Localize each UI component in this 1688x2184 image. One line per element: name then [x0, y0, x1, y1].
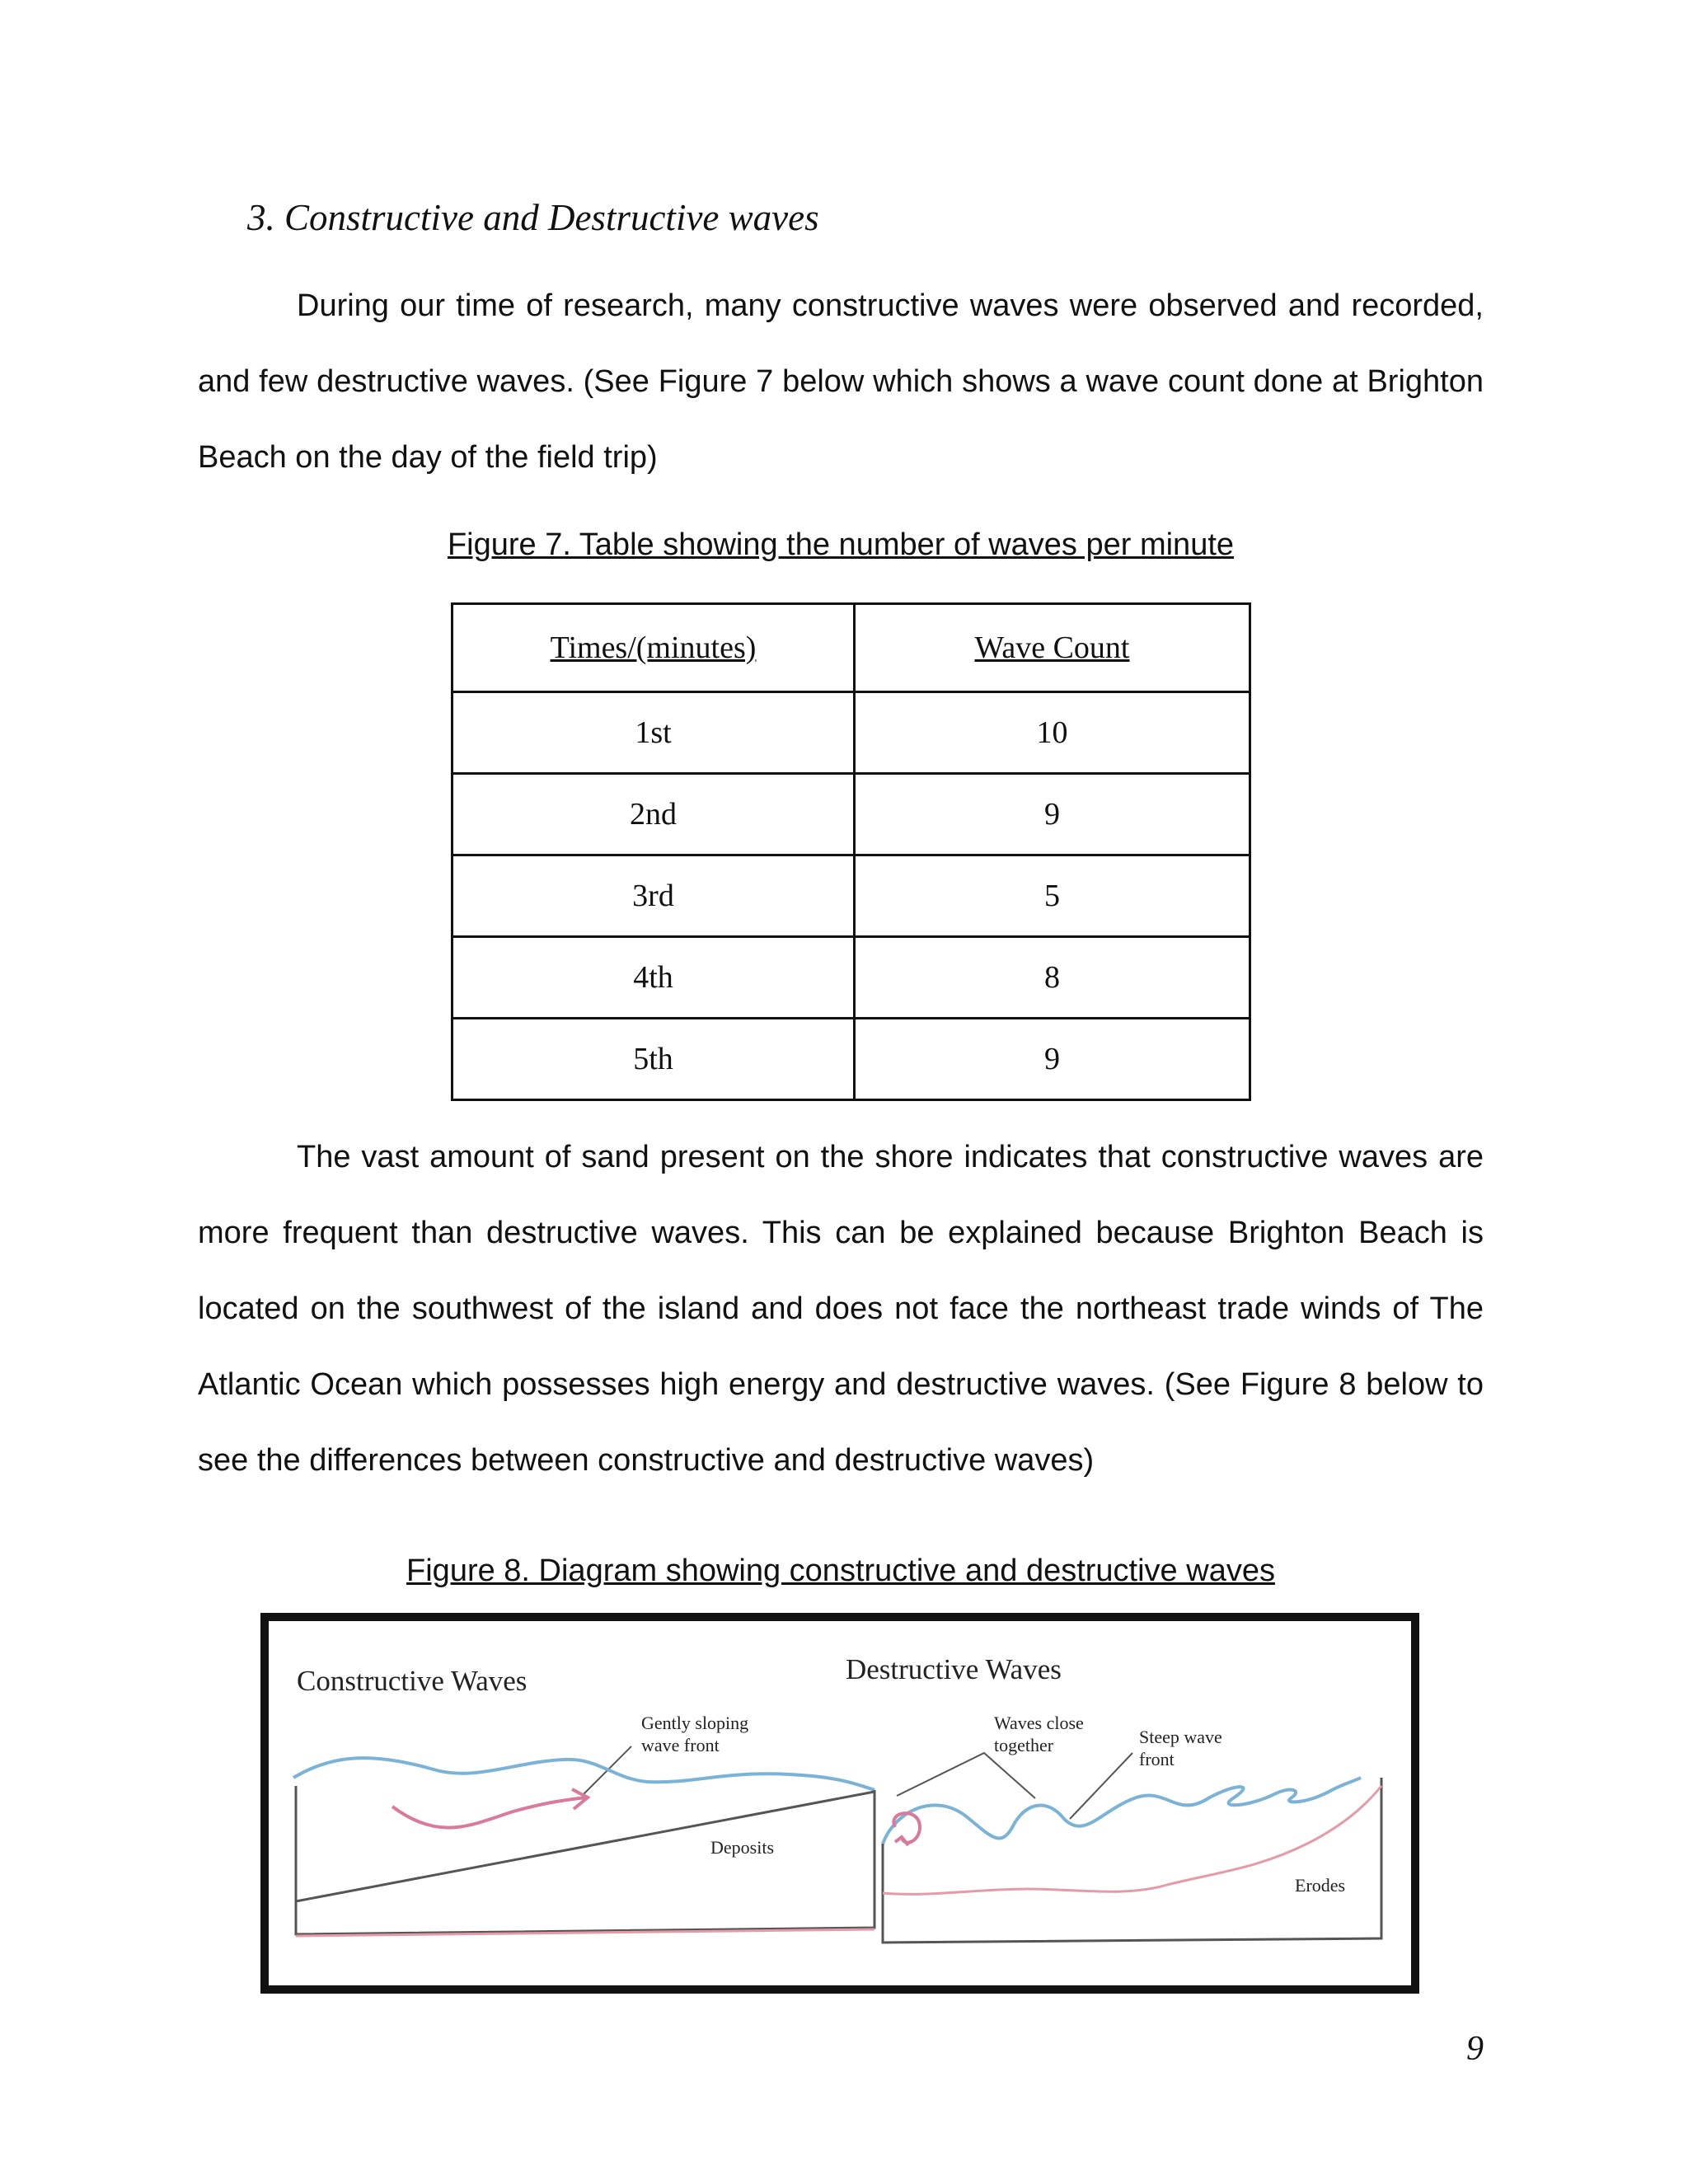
- header-wave-count: Wave Count: [855, 604, 1250, 692]
- cell-count: 9: [855, 1019, 1250, 1100]
- label-deposits: Deposits: [710, 1837, 774, 1858]
- label-steep-front-1: Steep wave: [1139, 1727, 1222, 1747]
- table-row: [452, 855, 1250, 937]
- cell-time: 2nd: [452, 774, 855, 855]
- cell-time: 5th: [452, 1019, 855, 1100]
- label-waves-close-1: Waves close: [994, 1713, 1084, 1733]
- wave-diagram-drawing: [269, 1621, 1411, 1985]
- swash-arrow-icon: [392, 1789, 588, 1828]
- destructive-beach-box: [883, 1778, 1381, 1943]
- destructive-water-surface: [883, 1778, 1361, 1844]
- table-header-row: [452, 604, 1250, 692]
- table-row: [452, 774, 1250, 855]
- cell-time: 3rd: [452, 855, 855, 937]
- wave-count-table: [451, 602, 1251, 1101]
- figure-7-caption: Figure 7. Table showing the number of waves per minute: [447, 527, 1235, 562]
- cell-time: 4th: [452, 937, 855, 1019]
- label-steep-front-2: front: [1139, 1749, 1175, 1769]
- cell-count: 5: [855, 855, 1250, 937]
- pointer-waves-close: [897, 1753, 1035, 1798]
- label-erodes: Erodes: [1295, 1875, 1346, 1896]
- pointer-gently-sloping: [582, 1746, 631, 1796]
- cell-count: 10: [855, 692, 1250, 774]
- label-waves-close-2: together: [994, 1735, 1054, 1755]
- paragraph-observations: During our time of research, many constructive waves were observed and recorded, and few destructive waves. (See Figure 7 below which shows a wave count done at Brighton Beach on the day of the field trip): [198, 288, 1484, 475]
- table-row: [452, 937, 1250, 1019]
- table-row: [452, 1019, 1250, 1100]
- table-row: [452, 692, 1250, 774]
- paragraph-explanation: The vast amount of sand present on the shore indicates that constructive waves are more frequent than destructive waves. This can be explained because Brighton Beach is located on the southwest of the island and does not face the northeast trade winds of The Atlantic Ocean which possesses high energy and destructive waves. (See Figure 8 below to see the differences between constructive and destructive waves): [198, 1140, 1484, 1478]
- constructive-beach-slope: [296, 1792, 874, 1901]
- header-times: Times/(minutes): [452, 604, 855, 692]
- pointer-steep-front: [1070, 1753, 1132, 1819]
- constructive-water-surface: [293, 1758, 874, 1790]
- label-gently-sloping-1: Gently sloping: [641, 1713, 749, 1733]
- constructive-title: Constructive Waves: [297, 1665, 528, 1697]
- label-gently-sloping-2: wave front: [641, 1735, 720, 1755]
- destructive-title: Destructive Waves: [846, 1653, 1062, 1685]
- page-number: 9: [1466, 2030, 1484, 2068]
- figure-8-caption: Figure 8. Diagram showing constructive and destructive waves: [406, 1554, 1275, 1588]
- section-heading: 3. Constructive and Destructive waves: [247, 197, 819, 238]
- wave-diagram: [260, 1613, 1419, 1994]
- cell-count: 8: [855, 937, 1250, 1019]
- cell-time: 1st: [452, 692, 855, 774]
- cell-count: 9: [855, 774, 1250, 855]
- backwash-arrow-icon: [893, 1813, 920, 1845]
